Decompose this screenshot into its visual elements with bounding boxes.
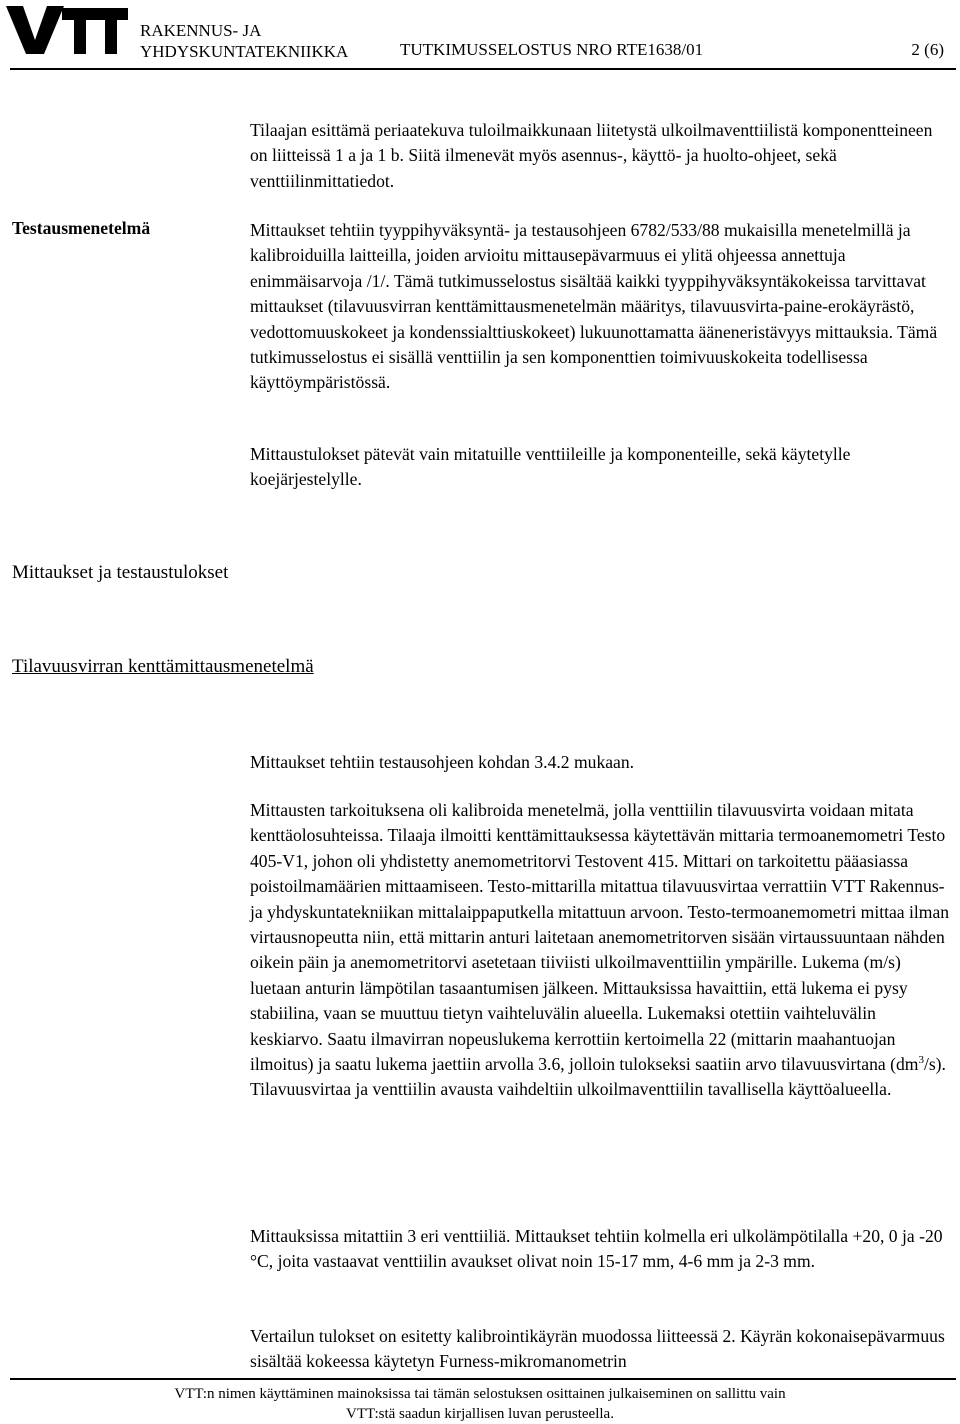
testing-method-label: Testausmenetelmä <box>12 218 151 238</box>
body-paragraph-2 <box>250 798 950 1103</box>
org-line-2: YHDYSKUNTATEKNIIKKA <box>140 42 349 61</box>
report-number: TUTKIMUSSELOSTUS NRO RTE1638/01 <box>400 40 704 59</box>
subsection-heading: Tilavuusvirran kenttämittausmenetelmä <box>12 656 314 677</box>
organization-name <box>140 20 348 62</box>
body-paragraph-2-text-end: /s). Tilavuusvirtaa ja venttiilin avausta vaihdeltiin ulkoilmaventtiilin tavallisella käyttöalueella. <box>250 1054 946 1100</box>
body-paragraph-1: Mittaukset tehtiin testausohjeen kohdan 3.4.2 mukaan. <box>250 752 635 772</box>
body-paragraph-3: Mittauksissa mitattiin 3 eri venttiiliä. Mittaukset tehtiin kolmella eri ulkolämpötilalla +20, 0 ja -20 °C, joita vastaavat venttiilin avaukset olivat noin 15-17 mm, 4-6 mm ja 2-3 mm. <box>250 1226 943 1272</box>
org-line-1: RAKENNUS- JA <box>140 21 262 40</box>
section-heading: Mittaukset ja testaustulokset <box>12 562 229 583</box>
page-number: 2 (6) <box>911 40 944 59</box>
vtt-logo <box>6 4 128 54</box>
intro-paragraph: Tilaajan esittämä periaatekuva tuloilmaikkunaan liitetystä ulkoilmaventtiilistä komponentteineen on liitteissä 1 a ja 1 b. Siitä ilmenevät myös asennus-, käyttö- ja huolto-ohjeet, sekä venttiilinmittatiedot. <box>250 120 933 191</box>
validity-paragraph: Mittaustulokset pätevät vain mitatuille venttiileille ja komponenteille, sekä käytetylle koejärjestelylle. <box>250 444 851 490</box>
footer-line-1: VTT:n nimen käyttäminen mainoksissa tai tämän selostuksen osittainen julkaiseminen on sallittu vain <box>174 1386 786 1402</box>
footer-rule <box>10 1378 956 1380</box>
page-header <box>0 0 960 70</box>
testing-method-paragraph: Mittaukset tehtiin tyyppihyväksyntä- ja testausohjeen 6782/533/88 mukaisilla menetelmillä ja kalibroiduilla laitteilla, joiden arvioitu mittausepävarmuus ei ylitä ohjeessa annettuja enimmäisarvoja /1/. Tämä tutkimusselostus sisältää kaikki tyyppihyväksyntäkokeissa tarvittavat mittaukset (tilavuusvirran kenttämittausmenetelmän määritys, tilavuusvirta-paine-erokäyrästö, vedottomuuskokeet ja kondenssialttiuskokeet) lukuunottamatta ääneneristävyys mittauksia. Tämä tutkimusselostus ei sisällä venttiilin ja sen komponenttien toimivuuskokeita todellisessa käyttöympäristössä. <box>250 220 938 393</box>
superscript: 3 <box>918 1054 924 1067</box>
header-rule <box>10 68 956 70</box>
footer-line-2: VTT:stä saadun kirjallisen luvan perusteella. <box>346 1406 614 1422</box>
page-footer <box>0 1384 960 1424</box>
body-paragraph-2-text: Mittausten tarkoituksena oli kalibroida menetelmä, jolla venttiilin tilavuusvirta voidaan mitata kenttäolosuhteissa. Tilaaja ilmoitti kenttämittauksessa käytettävän mittaria termoanemometri Testo 405-V1, johon oli yhdistetty anemometritorvi Testovent 415. Mittari on tarkoitettu pääasiassa poistoilmamäärien mittaamiseen. Testo-mittarilla mitattua tilavuusvirtaa verrattiin VTT Rakennus- ja yhdyskuntatekniikan mittalaippaputkella mitattuun arvoon. Testo-termoanemometri mittaa ilman virtausnopeutta niin, että mittarin anturi laitetaan anemometritorven sisään virtaussuuntaan nähden oikein päin ja anemometritorvi asetetaan tiiviisti ulkoilmaventtiilin ympärille. Lukema (m/s) luetaan anturin lämpötilan tasaantumisen jälkeen. Mittauksissa havaittiin, että lukema ei pysy stabiilina, vaan se muuttuu tietyn vaihteluvälin alueella. Lukemaksi otettiin vaihteluvälin keskiarvo. Saatu ilmavirran nopeuslukema kerrottiin kertoimella 22 (mittarin maahantuojan ilmoitus) ja saatu lukema jaettiin arvolla 3.6, jolloin tulokseksi saatiin arvo tilavuusvirtana (dm <box>250 800 950 1075</box>
body-paragraph-4: Vertailun tulokset on esitetty kalibrointikäyrän muodossa liitteessä 2. Käyrän kokonaisepävarmuus sisältää kokeessa käytetyn Furness-mikromanometrin <box>250 1326 945 1372</box>
